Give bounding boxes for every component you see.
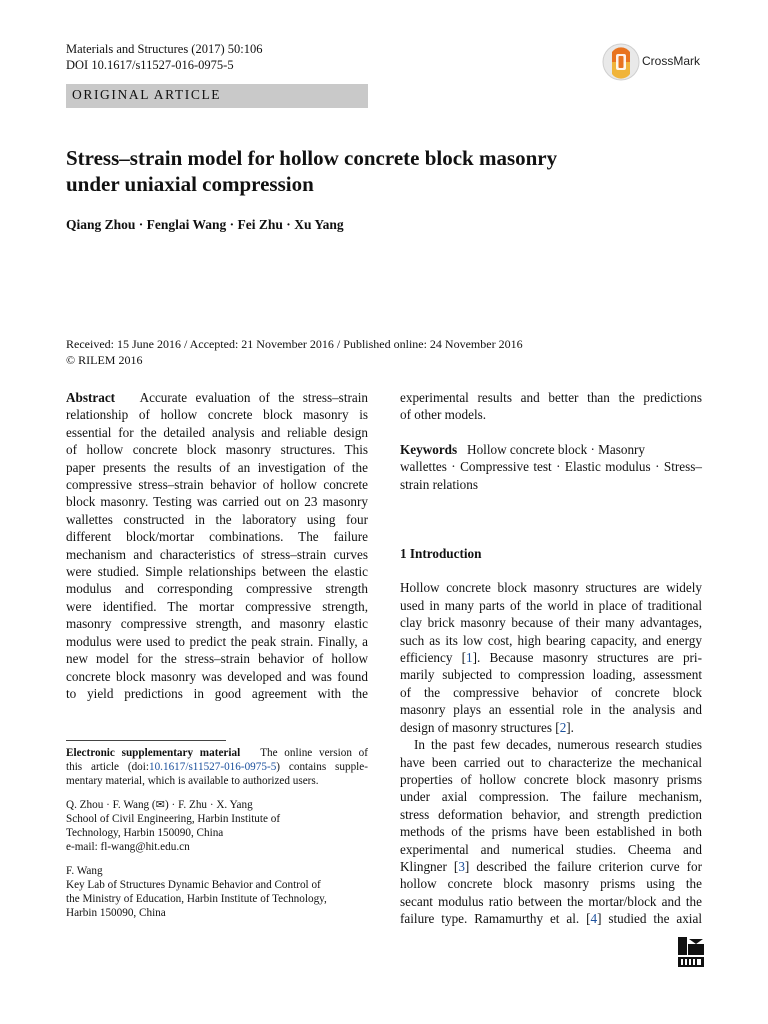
abstract-line: to yield predictions in good agreement with the <box>66 685 368 701</box>
abstract-line: relationship of hollow concrete block masonry is <box>66 407 368 423</box>
abstract-line: of hollow concrete block masonry structures. This <box>66 442 368 458</box>
section-heading-introduction: 1 Introduction <box>400 546 482 562</box>
footnote-divider <box>66 740 226 741</box>
abstract-line: modulus were used to predict the peak strain. Finally, a <box>66 633 368 649</box>
text-line: masonry plays an essential role in the analysis and <box>400 702 702 718</box>
right-column <box>400 389 702 928</box>
abstract-line: paper presents the results of an investigation of the <box>66 459 368 475</box>
journal-citation: Materials and Structures (2017) 50:106 <box>66 42 263 56</box>
abstract-line: compressive stress–strain behavior of hollow concrete <box>66 477 368 493</box>
abstract-line: Abstract Accurate evaluation of the stress–strain <box>66 390 368 405</box>
esm-line: this article (doi:10.1617/s11527-016-0975-5) contains supple- <box>66 761 368 773</box>
abstract-line: were identified. The mortar compressive strength, <box>66 598 368 614</box>
citation-link[interactable]: 1 <box>466 650 473 666</box>
abstract-line: mechanism and characteristics of stress–strain curves <box>66 546 368 562</box>
text-line: hollow concrete block masonry prisms using the <box>400 876 702 892</box>
keywords-section <box>400 441 702 493</box>
rilem-logo-icon <box>676 935 706 969</box>
keywords-line: wallettes · Compressive test · Elastic modulus · Stress– <box>400 459 702 475</box>
article-type-bar <box>66 84 368 108</box>
esm-heading: Electronic supplementary material <box>66 747 241 759</box>
title-line: under uniaxial compression <box>66 172 314 196</box>
keywords-line: strain relations <box>400 476 479 492</box>
author-list: Qiang Zhou · Fenglai Wang · Fei Zhu · Xu Yang <box>66 217 344 232</box>
keywords-heading: Keywords <box>400 441 458 457</box>
text-line: under axial compression. The failure mechanism, <box>400 789 702 805</box>
abstract-line: of other models. <box>400 407 487 423</box>
publication-dates <box>66 336 523 368</box>
text-line: stress deformation behavior, and strength prediction <box>400 806 702 822</box>
text-line: of the compressive behavior of concrete block <box>400 684 702 700</box>
article-type-label: ORIGINAL ARTICLE <box>72 87 222 102</box>
affiliation-line: Q. Zhou · F. Wang (✉) · F. Zhu · X. Yang <box>66 799 253 811</box>
abstract-line: essential for the detailed analysis and reliable design <box>66 424 368 440</box>
copyright-line: © RILEM 2016 <box>66 353 143 367</box>
dates-line: Received: 15 June 2016 / Accepted: 21 November 2016 / Published online: 24 November 2016 <box>66 337 523 351</box>
text-line: used in many parts of the world in place of traditional <box>400 597 702 613</box>
affiliation-line: the Ministry of Education, Harbin Institute of Technology, <box>66 893 327 905</box>
citation-link[interactable]: 4 <box>590 911 598 927</box>
intro-paragraph <box>400 579 702 736</box>
esm-line: mentary material, which is available to authorized users. <box>66 775 319 787</box>
text-line: Klingner [3] described the failure criterion curve for <box>400 858 702 874</box>
journal-header <box>66 41 262 73</box>
crossmark-badge[interactable] <box>602 42 712 82</box>
esm-doi-link[interactable]: 10.1617/s11527-016-0975-5 <box>148 761 277 773</box>
affiliation-line: Harbin 150090, China <box>66 907 166 919</box>
abstract-line: experimental results and better than the predictions <box>400 390 702 405</box>
text-line: clay brick masonry because of their many advantages, <box>400 615 702 631</box>
keywords-line: Keywords Hollow concrete block · Masonry <box>400 441 646 457</box>
text-line: In the past few decades, numerous research studies <box>414 737 702 753</box>
text-line: efficiency [1]. Because masonry structures are pri- <box>400 650 702 666</box>
abstract-line: concrete block masonry was developed and was found <box>66 668 368 684</box>
abstract-line: new model for the stress–strain behavior of hollow <box>66 651 368 667</box>
email-line[interactable]: e-mail: fl-wang@hit.edu.cn <box>66 841 190 853</box>
text-line: properties of hollow concrete block masonry prisms <box>400 771 702 787</box>
abstract-line: were studied. Simple relationships between the elastic <box>66 564 368 580</box>
abstract-line: block masonry. Testing was carried out on 23 masonry <box>66 494 368 510</box>
crossmark-icon <box>602 42 640 82</box>
abstract-heading: Abstract <box>66 390 116 405</box>
journal-doi: DOI 10.1617/s11527-016-0975-5 <box>66 58 234 72</box>
text-line: such as its low cost, high bearing capacity, and energy <box>400 632 702 648</box>
text-line: design of masonry structures [2]. <box>400 719 574 735</box>
abstract-section <box>66 389 368 702</box>
text-line: secant modulus ratio between the mortar/block and the <box>400 893 702 909</box>
text-line: experimental and numerical studies. Cheema and <box>400 841 702 857</box>
abstract-line: different block/mortar combinations. The failure <box>66 529 368 545</box>
paper-title <box>66 145 666 197</box>
text-line: failure type. Ramamurthy et al. [4] studied the axial <box>400 911 702 927</box>
title-line: Stress–strain model for hollow concrete block masonry <box>66 146 558 170</box>
text-line: marily subjected to compression loading, assessment <box>400 667 702 683</box>
abstract-line: masonry compressive strength, and masonry elastic <box>66 616 368 632</box>
text-line: have been carried out to characterize the mechanical <box>400 754 702 770</box>
footnote-block <box>66 746 368 920</box>
text-line: Hollow concrete block masonry structures are widely <box>400 580 702 596</box>
intro-paragraph <box>400 736 702 927</box>
esm-line: Electronic supplementary material The online version of <box>66 747 368 759</box>
affiliation-line: Key Lab of Structures Dynamic Behavior and Control of <box>66 879 321 891</box>
abstract-line: modulus and corresponding compressive strength <box>66 581 368 597</box>
citation-link[interactable]: 3 <box>458 858 465 874</box>
abstract-line: wallettes constructed in the laboratory using four <box>66 511 368 527</box>
affiliation-line: F. Wang <box>66 865 103 877</box>
affiliation-line: Technology, Harbin 150090, China <box>66 827 224 839</box>
crossmark-label: CrossMark <box>642 54 701 68</box>
text-line: methods of the prisms have been established in both <box>400 824 702 840</box>
citation-link[interactable]: 2 <box>559 719 567 735</box>
affiliation-line: School of Civil Engineering, Harbin Institute of <box>66 813 281 825</box>
